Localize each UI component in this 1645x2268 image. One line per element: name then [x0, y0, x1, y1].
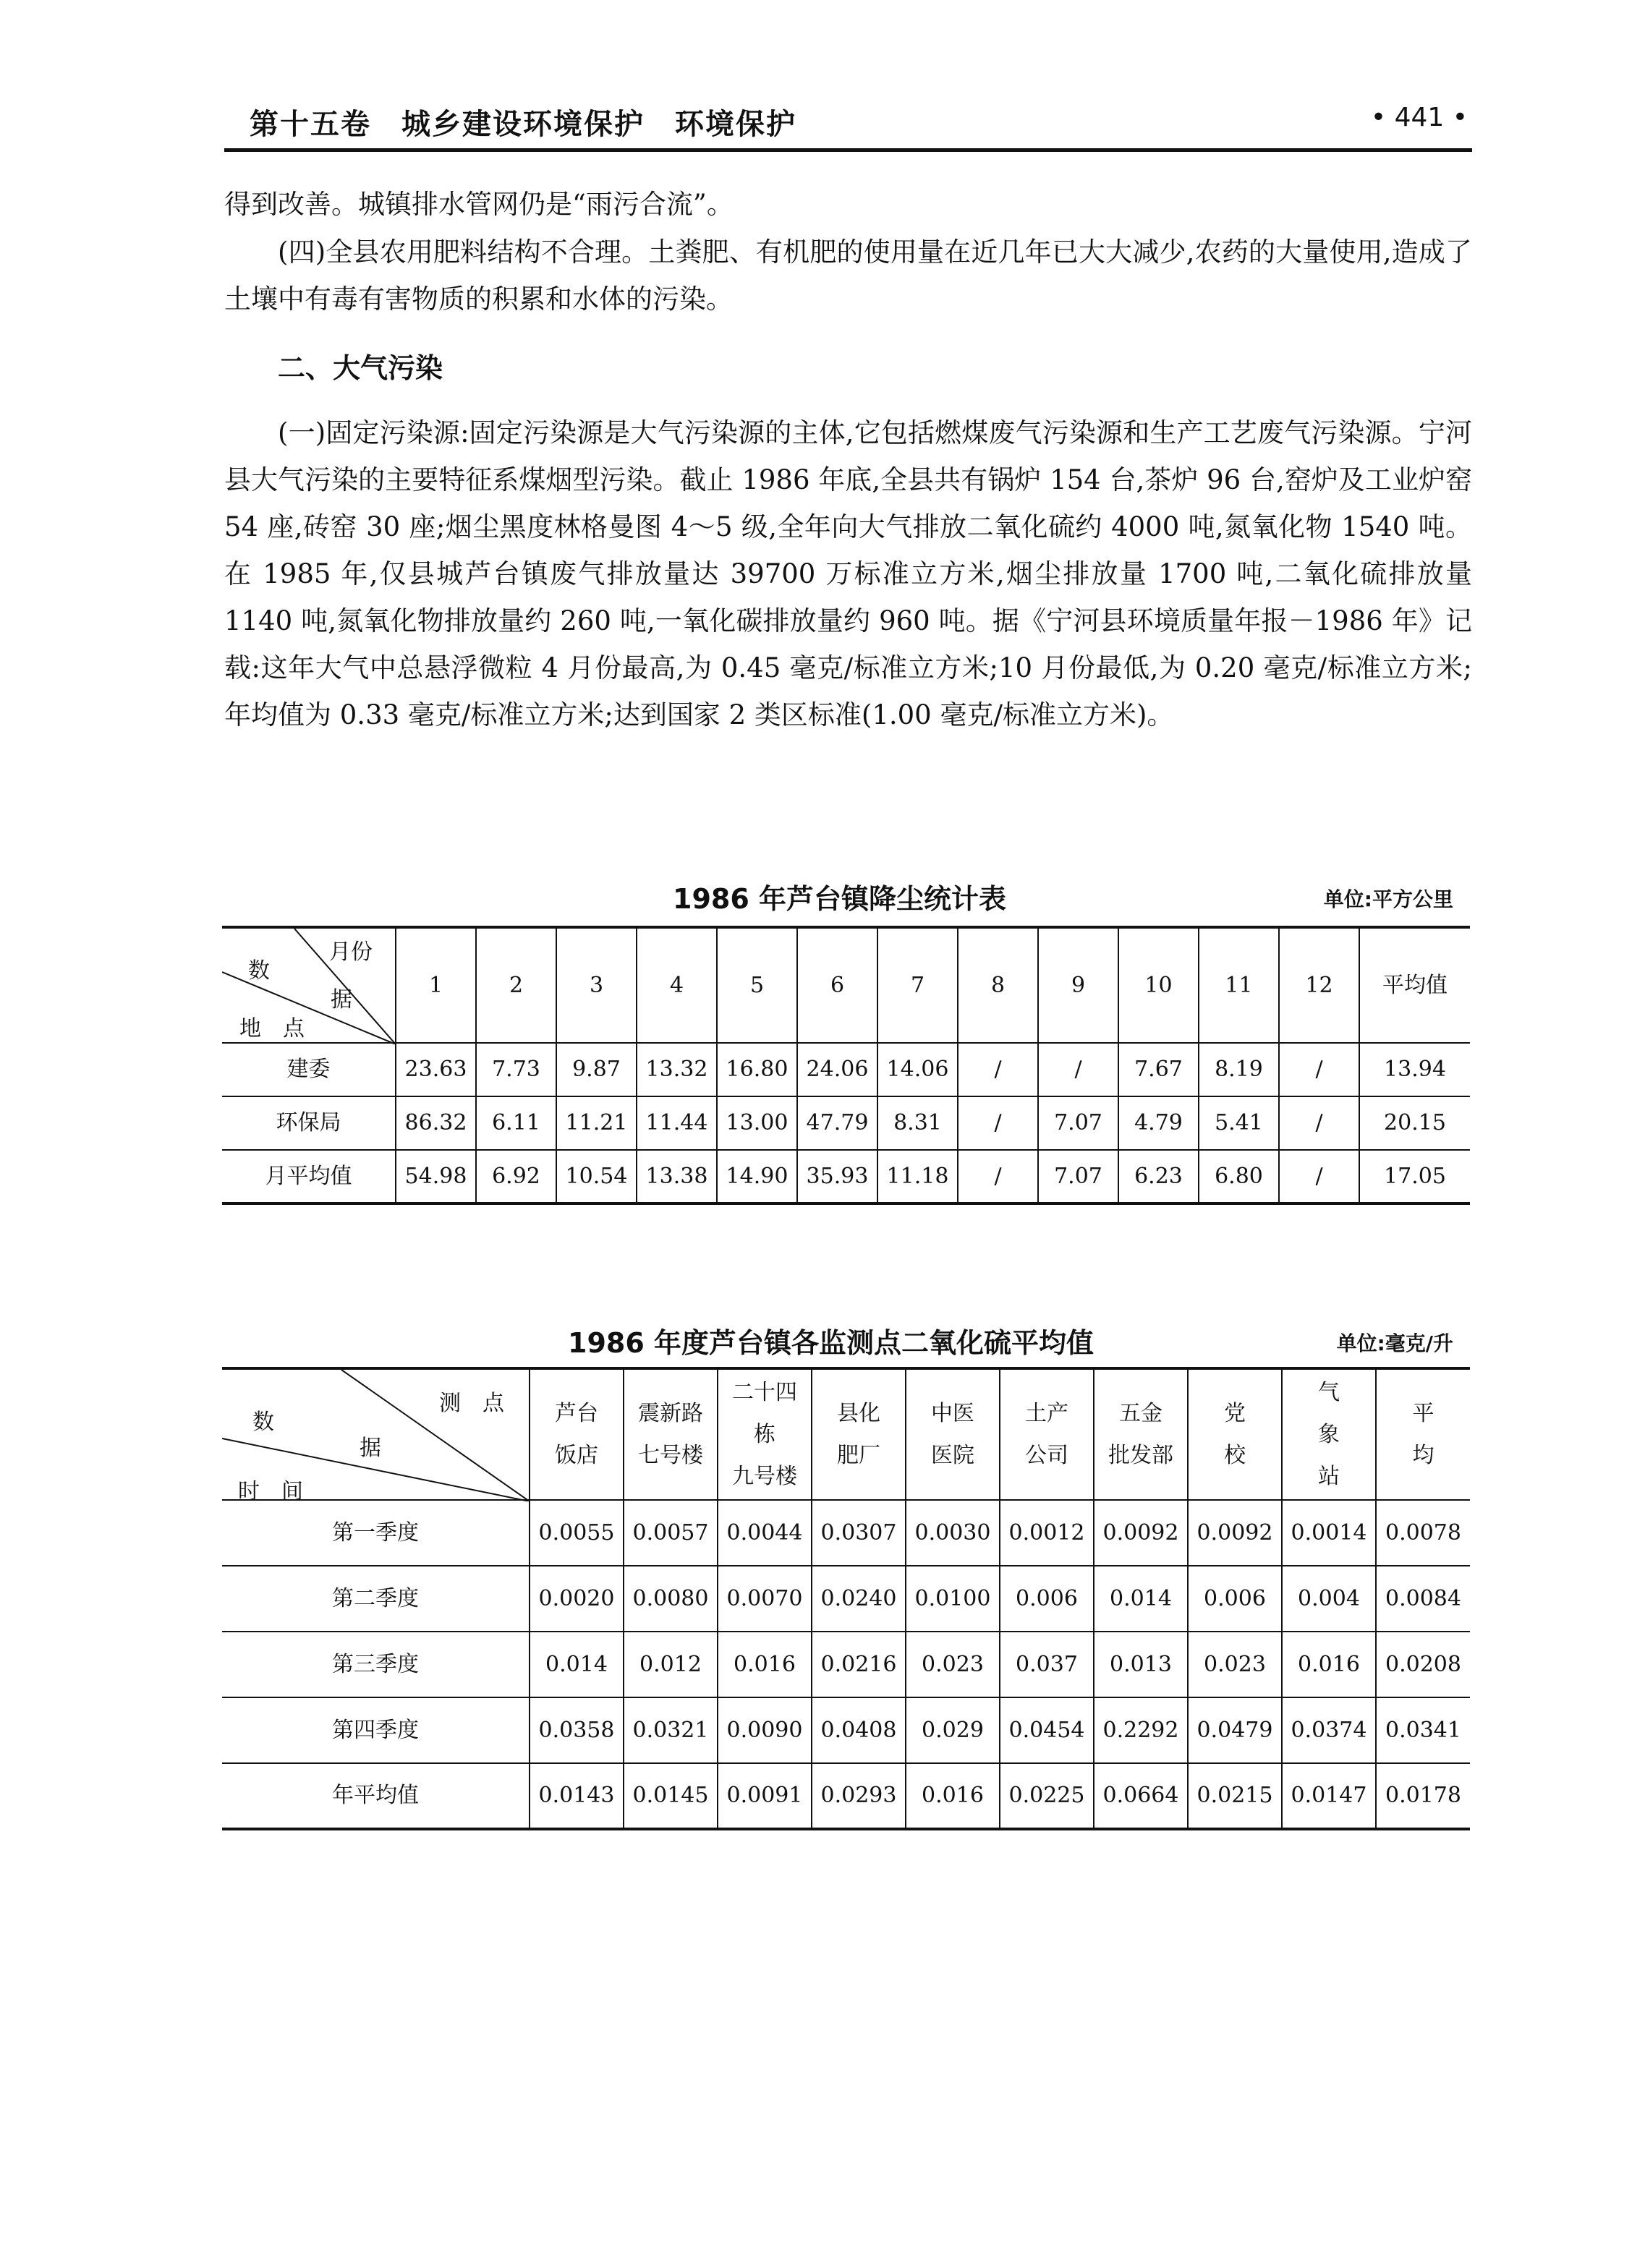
table-cell: 13.94 — [1359, 1043, 1470, 1096]
col-header-line: 党 — [1224, 1400, 1246, 1426]
table-cell: 11.18 — [877, 1150, 958, 1203]
table-cell: 0.0374 — [1282, 1697, 1376, 1763]
col-header-line: 站 — [1318, 1463, 1340, 1489]
table-cell: 6.92 — [476, 1150, 556, 1203]
table-cell: 86.32 — [396, 1096, 476, 1150]
col-header-line: 气 — [1318, 1379, 1340, 1405]
table-row — [222, 1150, 1470, 1203]
table-cell: 0.0143 — [530, 1763, 624, 1829]
corner-label-station: 测 点 — [439, 1391, 504, 1416]
row-label: 第一季度 — [222, 1500, 530, 1566]
table-cell: 0.0055 — [530, 1500, 624, 1566]
row-label: 第三季度 — [222, 1632, 530, 1697]
table-cell: 0.0147 — [1282, 1763, 1376, 1829]
table-cell: 0.016 — [1282, 1632, 1376, 1697]
table-cell: 0.013 — [1094, 1632, 1188, 1697]
table-cell: 0.0080 — [624, 1566, 718, 1632]
table-cell: 11.21 — [556, 1096, 637, 1150]
table-cell: 54.98 — [396, 1150, 476, 1203]
table-cell: 0.0454 — [1000, 1697, 1094, 1763]
table-cell: 0.023 — [906, 1632, 1000, 1697]
table-cell: 9.87 — [556, 1043, 637, 1096]
table-cell: / — [958, 1043, 1038, 1096]
table-cell: 35.93 — [797, 1150, 877, 1203]
dust-table-header-row — [222, 927, 1470, 1043]
table-cell: 13.00 — [717, 1096, 797, 1150]
table-row — [222, 1500, 1470, 1566]
col-header — [530, 1368, 624, 1500]
col-header: 9 — [1038, 927, 1118, 1043]
table-cell: / — [958, 1096, 1038, 1150]
table-cell: 0.0084 — [1376, 1566, 1470, 1632]
col-header — [1000, 1368, 1094, 1500]
table-cell: 0.012 — [624, 1632, 718, 1697]
table-cell: 5.41 — [1199, 1096, 1279, 1150]
col-header-line: 公司 — [1025, 1442, 1068, 1468]
row-label: 年平均值 — [222, 1763, 530, 1829]
col-header: 平均值 — [1359, 927, 1470, 1043]
table-cell: 7.67 — [1118, 1043, 1199, 1096]
table-cell: 17.05 — [1359, 1150, 1470, 1203]
col-header-line: 土产 — [1025, 1400, 1068, 1426]
table-cell: 47.79 — [797, 1096, 877, 1150]
col-header-line: 均 — [1412, 1442, 1434, 1468]
col-header: 11 — [1199, 927, 1279, 1043]
dust-table-unit: 单位:平方公里 — [1323, 887, 1453, 911]
col-header-line: 九号楼 — [732, 1463, 797, 1489]
table-cell: 0.029 — [906, 1697, 1000, 1763]
table-cell: 6.80 — [1199, 1150, 1279, 1203]
table-cell: / — [958, 1150, 1038, 1203]
table-cell: 0.037 — [1000, 1632, 1094, 1697]
table-cell: 0.0012 — [1000, 1500, 1094, 1566]
corner-label-location: 地 点 — [239, 1016, 305, 1041]
col-header: 10 — [1118, 927, 1199, 1043]
col-header: 4 — [637, 927, 717, 1043]
col-header-line: 芦台 — [555, 1400, 598, 1426]
table-cell: 0.0044 — [718, 1500, 812, 1566]
table-cell: 0.0078 — [1376, 1500, 1470, 1566]
table-cell: 7.07 — [1038, 1150, 1118, 1203]
table-cell: 14.06 — [877, 1043, 958, 1096]
table-cell: 0.0225 — [1000, 1763, 1094, 1829]
table-cell: 0.0145 — [624, 1763, 718, 1829]
table-cell: 13.32 — [637, 1043, 717, 1096]
row-label: 月平均值 — [222, 1150, 396, 1203]
table-cell: 0.0100 — [906, 1566, 1000, 1632]
table-cell: 0.0070 — [718, 1566, 812, 1632]
dust-fall-table — [222, 926, 1470, 1205]
page-number: • 441 • — [1370, 103, 1468, 132]
paragraph-drainage: 得到改善。城镇排水管网仍是“雨污合流”。 — [224, 189, 734, 220]
table-cell: 0.0216 — [812, 1632, 906, 1697]
table-cell: 0.0092 — [1094, 1500, 1188, 1566]
col-header — [1282, 1368, 1376, 1500]
row-label: 建委 — [222, 1043, 396, 1096]
table-row — [222, 1043, 1470, 1096]
table-cell: 0.0091 — [718, 1763, 812, 1829]
table-cell: 0.0664 — [1094, 1763, 1188, 1829]
table-cell: / — [1279, 1043, 1359, 1096]
col-header-line: 批发部 — [1108, 1442, 1173, 1468]
col-header — [718, 1368, 812, 1500]
table-cell: 0.0307 — [812, 1500, 906, 1566]
table-cell: 10.54 — [556, 1150, 637, 1203]
table-cell: 8.31 — [877, 1096, 958, 1150]
col-header: 1 — [396, 927, 476, 1043]
table-cell: 0.023 — [1188, 1632, 1282, 1697]
dust-table-caption: 1986 年芦台镇降尘统计表 — [673, 883, 1006, 915]
table-cell: 16.80 — [717, 1043, 797, 1096]
table-cell: 0.006 — [1000, 1566, 1094, 1632]
col-header: 8 — [958, 927, 1038, 1043]
paragraph-fertilizer: (四)全县农用肥料结构不合理。土粪肥、有机肥的使用量在近几年已大大减少,农药的大量使用,造成了土壤中有毒有害物质的积累和水体的污染。 — [224, 236, 1472, 315]
table-cell: 0.016 — [906, 1763, 1000, 1829]
col-header-line: 象 — [1318, 1421, 1340, 1447]
so2-table-header-row — [222, 1368, 1470, 1500]
table-cell: 0.0215 — [1188, 1763, 1282, 1829]
table-cell: 0.0341 — [1376, 1697, 1470, 1763]
col-header — [1094, 1368, 1188, 1500]
table-cell: 0.0014 — [1282, 1500, 1376, 1566]
col-header-line: 肥厂 — [837, 1442, 880, 1468]
table-cell: 0.0090 — [718, 1697, 812, 1763]
col-header: 5 — [717, 927, 797, 1043]
corner-label-shu: 数 — [248, 958, 270, 984]
col-header: 7 — [877, 927, 958, 1043]
col-header-line: 七号楼 — [638, 1442, 703, 1468]
col-header: 6 — [797, 927, 877, 1043]
col-header-line: 五金 — [1119, 1400, 1162, 1426]
table-cell: 24.06 — [797, 1043, 877, 1096]
table-cell: 0.0178 — [1376, 1763, 1470, 1829]
corner-label-month: 月份 — [329, 939, 373, 965]
table-cell: 7.07 — [1038, 1096, 1118, 1150]
table-cell: 6.23 — [1118, 1150, 1199, 1203]
table-cell: 0.0057 — [624, 1500, 718, 1566]
table-cell: / — [1279, 1150, 1359, 1203]
corner-label-ju: 据 — [360, 1436, 381, 1461]
table-cell: 0.2292 — [1094, 1697, 1188, 1763]
table-cell: 0.0208 — [1376, 1632, 1470, 1697]
table-cell: / — [1038, 1043, 1118, 1096]
col-header-line: 校 — [1224, 1442, 1246, 1468]
corner-label-shu: 数 — [252, 1410, 274, 1435]
col-header-line: 平 — [1412, 1400, 1434, 1426]
col-header-line: 中医 — [931, 1400, 974, 1426]
col-header — [1376, 1368, 1470, 1500]
table-cell: 4.79 — [1118, 1096, 1199, 1150]
row-label: 第四季度 — [222, 1697, 530, 1763]
running-header-title: 第十五卷 城乡建设环境保护 环境保护 — [250, 108, 796, 141]
table-cell: 23.63 — [396, 1043, 476, 1096]
col-header — [1188, 1368, 1282, 1500]
so2-table-corner-cell — [222, 1368, 530, 1504]
dust-table-corner-cell — [222, 927, 396, 1043]
table-row — [222, 1632, 1470, 1697]
col-header: 2 — [476, 927, 556, 1043]
table-cell: 0.016 — [718, 1632, 812, 1697]
so2-table-unit: 单位:毫克/升 — [1336, 1331, 1453, 1355]
table-cell: 8.19 — [1199, 1043, 1279, 1096]
table-cell: 0.0321 — [624, 1697, 718, 1763]
table-cell: 0.014 — [530, 1632, 624, 1697]
col-header: 3 — [556, 927, 637, 1043]
table-row — [222, 1096, 1470, 1150]
section-heading: 二、大气污染 — [278, 352, 443, 384]
table-cell: 0.0092 — [1188, 1500, 1282, 1566]
col-header — [624, 1368, 718, 1500]
table-cell: 7.73 — [476, 1043, 556, 1096]
row-label: 环保局 — [222, 1096, 396, 1150]
table-cell: 0.014 — [1094, 1566, 1188, 1632]
col-header — [906, 1368, 1000, 1500]
corner-label-time: 时 间 — [238, 1479, 303, 1504]
table-cell: 20.15 — [1359, 1096, 1470, 1150]
col-header-line: 二十四 — [732, 1379, 797, 1405]
table-cell: 0.0408 — [812, 1697, 906, 1763]
table-row — [222, 1566, 1470, 1632]
col-header-line: 栋 — [754, 1421, 775, 1447]
col-header-line: 县化 — [837, 1400, 880, 1426]
col-header-line: 饭店 — [555, 1442, 598, 1468]
table-cell: / — [1279, 1096, 1359, 1150]
table-cell: 6.11 — [476, 1096, 556, 1150]
table-cell: 0.006 — [1188, 1566, 1282, 1632]
so2-average-table — [222, 1367, 1470, 1830]
table-cell: 0.0479 — [1188, 1697, 1282, 1763]
table-cell: 11.44 — [637, 1096, 717, 1150]
col-header — [812, 1368, 906, 1500]
row-label: 第二季度 — [222, 1566, 530, 1632]
paragraph-fixed-sources: (一)固定污染源:固定污染源是大气污染源的主体,它包括燃煤废气污染源和生产工艺废气污染源。宁河县大气污染的主要特征系煤烟型污染。截止 1986 年底,全县共有锅炉 154 台,茶炉 96 台,窑炉及工业炉窑 54 座,砖窑 30 座;烟尘黑度林格曼图 4～5 级,全年向大气排放二氧化硫约 4000 吨,氮氧化物 1540 吨。在 1985 年,仅县城芦台镇废气排放量达 39700 万标准立方米,烟尘排放量 1700 吨,二氧化硫排放量 1140 吨,氮氧化物排放量约 260 吨,一氧化碳排放量约 960 吨。据《宁河县环境质量年报－1986 年》记载:这年大气中总悬浮微粒 4 月份最高,为 0.45 毫克/标准立方米;10 月份最低,为 0.20 毫克/标准立方米;年均值为 0.33 毫克/标准立方米;达到国家 2 类区标准(1.00 毫克/标准立方米)。 — [224, 417, 1472, 730]
table-cell: 0.0358 — [530, 1697, 624, 1763]
table-row — [222, 1697, 1470, 1763]
col-header-line: 医院 — [931, 1442, 974, 1468]
table-cell: 0.004 — [1282, 1566, 1376, 1632]
table-row — [222, 1763, 1470, 1829]
table-cell: 0.0293 — [812, 1763, 906, 1829]
corner-label-ju: 据 — [331, 987, 352, 1012]
col-header-line: 震新路 — [638, 1400, 703, 1426]
header-rule — [224, 148, 1472, 152]
table-cell: 0.0030 — [906, 1500, 1000, 1566]
col-header: 12 — [1279, 927, 1359, 1043]
table-cell: 0.0240 — [812, 1566, 906, 1632]
table-cell: 13.38 — [637, 1150, 717, 1203]
so2-table-caption: 1986 年度芦台镇各监测点二氧化硫平均值 — [568, 1327, 1094, 1359]
table-cell: 0.0020 — [530, 1566, 624, 1632]
table-cell: 14.90 — [717, 1150, 797, 1203]
